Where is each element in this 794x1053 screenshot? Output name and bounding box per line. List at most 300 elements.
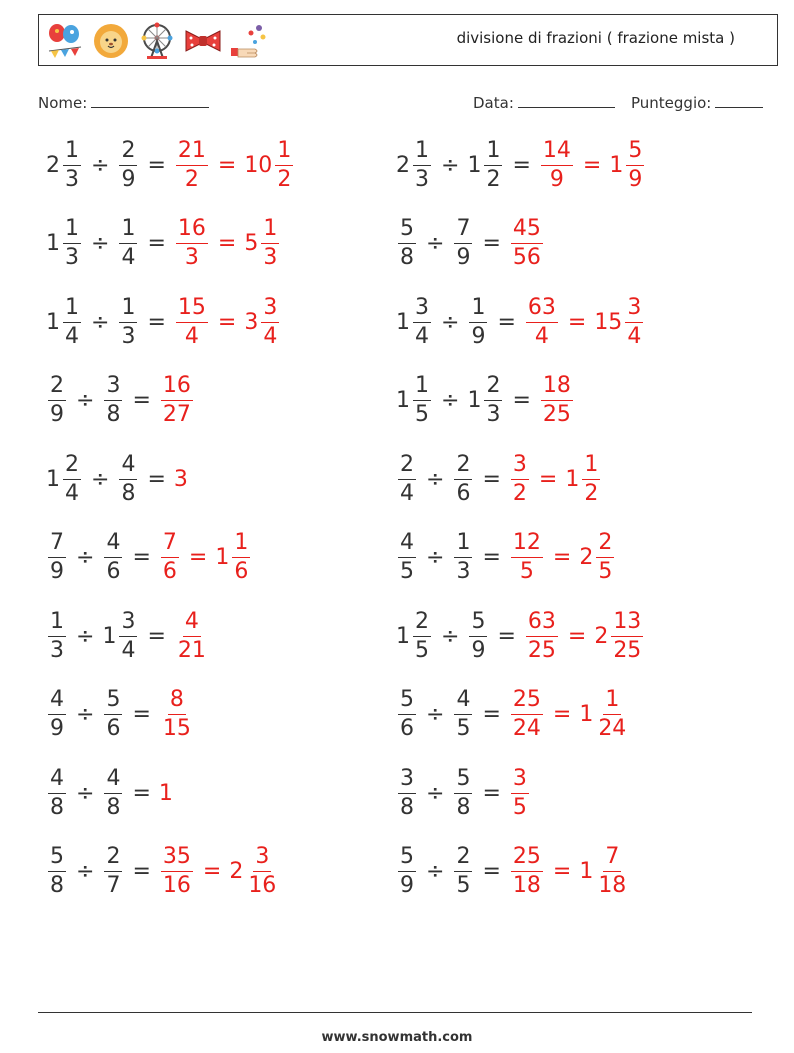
dividend-denominator: 9	[400, 873, 414, 898]
divisor-denominator: 8	[121, 480, 136, 506]
dividend-numerator: 4	[48, 689, 66, 715]
dividend-fraction	[398, 846, 416, 897]
dividend-fraction	[48, 375, 66, 426]
answer-mixed-fraction	[582, 451, 600, 506]
answer-improper-numerator: 25	[511, 689, 543, 715]
answer-mixed-denominator: 6	[234, 559, 249, 584]
answer-improper-fraction	[526, 294, 558, 349]
answer-improper-denominator: 25	[542, 402, 571, 427]
answer-improper-denominator: 21	[177, 637, 206, 663]
dividend-numerator: 1	[63, 297, 81, 323]
answer-improper-fraction	[526, 608, 558, 663]
dividend-numerator: 2	[413, 611, 431, 637]
dividend-fraction	[398, 451, 416, 506]
equals-sign: =	[497, 309, 516, 335]
divisor-fraction	[454, 218, 472, 269]
dividend-numerator: 1	[413, 140, 431, 166]
answer-mixed	[244, 218, 281, 269]
divisor	[452, 218, 474, 269]
answer-improper-denominator: 5	[512, 794, 527, 820]
divisor-numerator: 3	[119, 611, 137, 637]
answer-mixed-denominator: 4	[263, 323, 278, 349]
answer-mixed-numerator: 2	[596, 532, 614, 558]
answer-mixed-numerator: 1	[275, 140, 293, 166]
divisor-numerator: 4	[119, 454, 137, 480]
dividend-numerator: 3	[398, 768, 416, 794]
answer-mixed-numerator: 3	[625, 297, 643, 323]
divisor-numerator: 1	[454, 532, 472, 558]
dividend-denominator: 9	[50, 559, 64, 584]
problem-item	[46, 600, 210, 672]
answer-improper-fraction	[161, 375, 193, 426]
dividend-fraction	[413, 294, 431, 349]
answer-improper	[509, 532, 545, 583]
dividend-fraction	[398, 689, 416, 740]
answer	[509, 846, 630, 897]
divisor-fraction	[454, 451, 472, 506]
divisor-numerator: 1	[469, 297, 487, 323]
dividend-fraction	[63, 451, 81, 506]
dividend	[46, 375, 68, 426]
divide-sign: ÷	[426, 859, 445, 884]
divisor	[102, 765, 124, 820]
equals-sign: =	[132, 859, 151, 884]
divisor-denominator: 4	[121, 637, 136, 663]
dividend-numerator: 7	[48, 532, 66, 558]
equals-sign: =	[497, 623, 516, 649]
divisor-numerator: 1	[119, 218, 137, 244]
problem-item	[396, 286, 645, 358]
dividend-fraction	[63, 218, 81, 269]
divisor-whole: 1	[102, 623, 117, 649]
dividend-whole: 1	[396, 623, 410, 649]
answer-improper-fraction	[511, 765, 529, 820]
dividend-numerator: 5	[48, 846, 66, 872]
divisor-denominator: 9	[471, 637, 486, 663]
dividend-denominator: 5	[415, 402, 429, 427]
answer	[509, 218, 545, 269]
answer-improper-denominator: 5	[519, 559, 534, 584]
divisor-fraction	[119, 218, 137, 269]
name-label: Nome:	[38, 94, 88, 112]
equals-sign: =	[132, 702, 151, 727]
divisor-fraction	[104, 765, 122, 820]
divisor-fraction	[119, 137, 137, 192]
divisor-denominator: 8	[106, 402, 121, 427]
divide-sign: ÷	[76, 623, 95, 649]
answer-improper-fraction	[511, 451, 529, 506]
equals-sign: =	[147, 231, 166, 256]
answer-improper-denominator: 2	[512, 480, 527, 506]
answer-improper	[509, 451, 531, 506]
answer-mixed-denominator: 24	[598, 716, 627, 741]
divisor-numerator: 4	[454, 689, 472, 715]
equals-sign: =	[147, 152, 166, 178]
answer	[159, 689, 195, 740]
divisor-fraction	[104, 846, 122, 897]
answer-improper	[159, 781, 174, 806]
dividend-fraction	[413, 137, 431, 192]
divisor-denominator: 3	[456, 559, 471, 584]
dividend-numerator: 2	[63, 454, 81, 480]
answer-improper-denominator: 6	[162, 559, 177, 584]
answer-improper-denominator: 9	[549, 166, 564, 192]
dividend	[46, 689, 68, 740]
divisor	[452, 846, 474, 897]
answer-improper-fraction	[541, 375, 573, 426]
date-label: Data:	[473, 94, 514, 112]
problem-item	[396, 757, 531, 829]
answer-improper-fraction	[161, 846, 193, 897]
answer-improper-numerator: 14	[541, 140, 573, 166]
divide-sign: ÷	[441, 309, 460, 335]
divide-sign: ÷	[76, 702, 95, 727]
dividend-fraction	[63, 294, 81, 349]
dividend-fraction	[48, 689, 66, 740]
answer-mixed	[244, 294, 281, 349]
answer	[524, 608, 645, 663]
answer-improper-whole: 3	[173, 466, 188, 492]
answer-improper-numerator: 21	[176, 140, 208, 166]
answer-improper	[524, 294, 560, 349]
dividend-fraction	[398, 765, 416, 820]
answer-mixed-numerator: 13	[611, 611, 643, 637]
answer-improper-numerator: 63	[526, 297, 558, 323]
answer-mixed-denominator: 18	[598, 873, 627, 898]
divide-sign: ÷	[426, 231, 445, 256]
dividend	[396, 765, 418, 820]
divisor	[117, 451, 139, 506]
footer-divider	[38, 1012, 752, 1013]
equals-sign: =	[582, 152, 602, 178]
dividend-numerator: 1	[48, 611, 66, 637]
divisor	[467, 608, 489, 663]
dividend-whole: 1	[46, 231, 60, 256]
divide-sign: ÷	[76, 545, 95, 570]
divisor-fraction	[119, 451, 137, 506]
dividend	[396, 532, 418, 583]
equals-sign: =	[567, 309, 587, 335]
answer-mixed	[215, 532, 252, 583]
answer-improper-numerator: 12	[511, 532, 543, 558]
dividend-numerator: 5	[398, 689, 416, 715]
equals-sign: =	[482, 545, 501, 570]
divisor-fraction	[104, 532, 122, 583]
answer	[174, 137, 295, 192]
divisor-denominator: 9	[471, 323, 486, 349]
divisor	[452, 765, 474, 820]
answer-improper-fraction	[511, 846, 543, 897]
dividend-whole: 2	[396, 152, 410, 178]
dividend-fraction	[48, 608, 66, 663]
divisor-numerator: 5	[104, 689, 122, 715]
divisor-fraction	[469, 294, 487, 349]
problem-item	[396, 679, 630, 751]
dividend-whole: 2	[46, 152, 60, 178]
answer-improper-fraction	[161, 689, 193, 740]
divisor-fraction	[104, 689, 122, 740]
answer-mixed-denominator: 4	[627, 323, 642, 349]
answer-mixed-whole: 5	[244, 231, 259, 256]
answer-mixed-fraction	[261, 218, 279, 269]
answer-mixed-whole: 3	[244, 309, 259, 335]
divide-sign: ÷	[91, 231, 110, 256]
divisor	[102, 846, 124, 897]
divide-sign: ÷	[91, 152, 110, 178]
dividend-denominator: 8	[400, 245, 414, 270]
divisor-numerator: 2	[119, 140, 137, 166]
answer-improper-fraction	[176, 294, 208, 349]
divisor-numerator: 1	[484, 140, 502, 166]
dividend-denominator: 8	[400, 794, 414, 820]
dividend-denominator: 9	[50, 402, 64, 427]
answer-mixed-whole: 10	[244, 152, 273, 178]
divisor-denominator: 6	[106, 559, 121, 584]
answer-mixed-whole: 1	[609, 152, 624, 178]
answer-improper	[524, 608, 560, 663]
answer-mixed	[609, 137, 646, 192]
dividend-numerator: 2	[48, 375, 66, 401]
footer-url: www.snowmath.com	[321, 1030, 473, 1045]
problem-item	[396, 129, 646, 201]
equals-sign: =	[482, 231, 501, 256]
divisor	[467, 375, 504, 426]
answer-mixed	[244, 137, 295, 192]
divisor	[452, 451, 474, 506]
divisor	[452, 532, 474, 583]
answer-improper	[159, 689, 195, 740]
divide-sign: ÷	[441, 623, 460, 649]
answer	[539, 137, 646, 192]
answer-mixed-fraction	[611, 608, 643, 663]
answer	[174, 294, 281, 349]
answer-improper-whole: 1	[158, 780, 173, 806]
answer-mixed-denominator: 2	[584, 480, 599, 506]
answer-mixed-fraction	[596, 846, 628, 897]
answer-improper-numerator: 3	[511, 768, 529, 794]
answer-mixed	[579, 846, 630, 897]
answer-improper	[509, 689, 545, 740]
answer	[174, 467, 189, 492]
dividend-denominator: 5	[400, 559, 414, 584]
divisor-numerator: 2	[454, 846, 472, 872]
divisor-denominator: 5	[456, 716, 471, 741]
dividend-denominator: 4	[65, 480, 79, 506]
answer-mixed	[579, 532, 616, 583]
equals-sign: =	[512, 388, 531, 413]
dividend-numerator: 1	[63, 140, 81, 166]
divisor-numerator: 2	[104, 846, 122, 872]
problem-item	[46, 836, 280, 908]
answer-mixed-whole: 2	[229, 859, 244, 884]
dividend	[46, 846, 68, 897]
divisor-whole: 1	[467, 152, 482, 178]
answer	[159, 781, 174, 806]
divide-sign: ÷	[426, 780, 445, 806]
answer-improper	[159, 846, 195, 897]
problem-item	[396, 836, 630, 908]
answer-improper-numerator: 25	[511, 846, 543, 872]
divisor-fraction	[119, 294, 137, 349]
divide-sign: ÷	[91, 466, 110, 492]
answer-mixed-numerator: 1	[261, 218, 279, 244]
divide-sign: ÷	[441, 152, 460, 178]
answer-mixed	[229, 846, 280, 897]
answer-mixed-whole: 1	[579, 702, 594, 727]
answer-mixed-whole: 2	[579, 545, 594, 570]
equals-sign: =	[552, 702, 572, 727]
answer-mixed-denominator: 16	[248, 873, 277, 898]
problem-item	[46, 757, 174, 829]
dividend	[46, 765, 68, 820]
answer-improper-denominator: 15	[162, 716, 191, 741]
equals-sign: =	[147, 309, 166, 335]
answer-mixed-numerator: 7	[603, 846, 621, 872]
divisor-numerator: 2	[454, 454, 472, 480]
answer-improper	[159, 375, 195, 426]
answer-improper-denominator: 56	[512, 245, 541, 270]
dividend-denominator: 4	[415, 323, 429, 349]
answer-mixed-fraction	[261, 294, 279, 349]
dividend-denominator: 4	[65, 323, 79, 349]
problem-item	[46, 679, 195, 751]
equals-sign: =	[552, 545, 572, 570]
answer-mixed-whole: 15	[594, 309, 623, 335]
dividend-fraction	[413, 608, 431, 663]
answer-mixed-numerator: 1	[232, 532, 250, 558]
dividend-denominator: 4	[400, 480, 414, 506]
problem-item	[46, 522, 252, 594]
dividend-numerator: 3	[413, 297, 431, 323]
divisor-fraction	[104, 375, 122, 426]
answer-improper-numerator: 16	[176, 218, 208, 244]
divisor-numerator: 3	[104, 375, 122, 401]
dividend	[46, 608, 68, 663]
divisor-denominator: 7	[106, 873, 121, 898]
equals-sign: =	[482, 702, 501, 727]
dividend	[396, 218, 418, 269]
dividend-fraction	[48, 765, 66, 820]
divisor-fraction	[484, 137, 502, 192]
answer-improper	[174, 218, 210, 269]
dividend-denominator: 6	[400, 716, 414, 741]
answer-mixed-whole: 1	[579, 859, 594, 884]
dividend-fraction	[63, 137, 81, 192]
divisor	[102, 532, 124, 583]
divisor-denominator: 6	[456, 480, 471, 506]
divide-sign: ÷	[76, 859, 95, 884]
answer	[159, 532, 252, 583]
divisor-denominator: 6	[106, 716, 121, 741]
divisor-denominator: 3	[121, 323, 136, 349]
divisor	[467, 137, 504, 192]
answer-improper	[509, 765, 531, 820]
divide-sign: ÷	[91, 309, 110, 335]
answer-improper-numerator: 45	[511, 218, 543, 244]
divisor-numerator: 2	[484, 375, 502, 401]
answer	[159, 846, 280, 897]
score-label: Punteggio:	[631, 94, 712, 112]
equals-sign: =	[147, 466, 166, 492]
answer-improper	[539, 375, 575, 426]
answer-improper-denominator: 3	[184, 245, 199, 270]
dividend-denominator: 9	[50, 716, 64, 741]
divisor-fraction	[469, 608, 487, 663]
dividend-numerator: 4	[398, 532, 416, 558]
dividend	[46, 218, 83, 269]
dividend-numerator: 4	[48, 768, 66, 794]
equals-sign: =	[512, 152, 531, 178]
answer-improper-fraction	[176, 137, 208, 192]
answer-mixed	[579, 689, 630, 740]
answer-improper-fraction	[541, 137, 573, 192]
dividend-fraction	[398, 218, 416, 269]
answer-mixed	[594, 608, 645, 663]
equals-sign: =	[202, 859, 222, 884]
dividend-denominator: 5	[415, 637, 429, 663]
answer-improper	[174, 137, 210, 192]
divisor-numerator: 1	[119, 297, 137, 323]
answer-mixed-denominator: 9	[628, 166, 643, 192]
problem-item	[396, 600, 645, 672]
dividend-whole: 1	[396, 309, 410, 335]
divisor	[452, 689, 474, 740]
answer	[509, 689, 630, 740]
equals-sign: =	[482, 780, 501, 806]
answer-mixed-denominator: 5	[598, 559, 613, 584]
answer-improper-fraction	[176, 218, 208, 269]
dividend-numerator: 5	[398, 846, 416, 872]
dividend	[46, 451, 83, 506]
answer-mixed-fraction	[625, 294, 643, 349]
answer-mixed-whole: 2	[594, 623, 609, 649]
problem-item	[396, 208, 545, 280]
dividend	[396, 608, 433, 663]
divide-sign: ÷	[76, 388, 95, 413]
divisor-fraction	[454, 765, 472, 820]
divisor	[102, 608, 139, 663]
answer-mixed	[594, 294, 645, 349]
answer-improper-denominator: 24	[512, 716, 541, 741]
divisor-denominator: 2	[486, 166, 501, 192]
answer-improper-numerator: 35	[161, 846, 193, 872]
divisor-fraction	[119, 608, 137, 663]
divisor	[117, 294, 139, 349]
dividend	[396, 294, 433, 349]
divisor-denominator: 3	[486, 402, 501, 427]
answer-improper-numerator: 18	[541, 375, 573, 401]
answer-mixed-fraction	[246, 846, 278, 897]
divisor-numerator: 4	[104, 768, 122, 794]
answer-mixed-numerator: 3	[261, 297, 279, 323]
answer-improper-fraction	[511, 532, 543, 583]
answer-improper-denominator: 2	[184, 166, 199, 192]
dividend	[396, 137, 433, 192]
answer	[539, 375, 575, 426]
answer-improper-numerator: 8	[168, 689, 186, 715]
equals-sign: =	[482, 859, 501, 884]
dividend	[46, 294, 83, 349]
equals-sign: =	[482, 466, 501, 492]
divisor-denominator: 9	[456, 245, 471, 270]
answer-improper-numerator: 16	[161, 375, 193, 401]
problem-item	[46, 286, 281, 358]
divisor-denominator: 9	[121, 166, 136, 192]
answer-improper-denominator: 25	[527, 637, 556, 663]
dividend-whole: 1	[396, 388, 410, 413]
divisor-denominator: 8	[456, 794, 471, 820]
divisor-fraction	[484, 375, 502, 426]
